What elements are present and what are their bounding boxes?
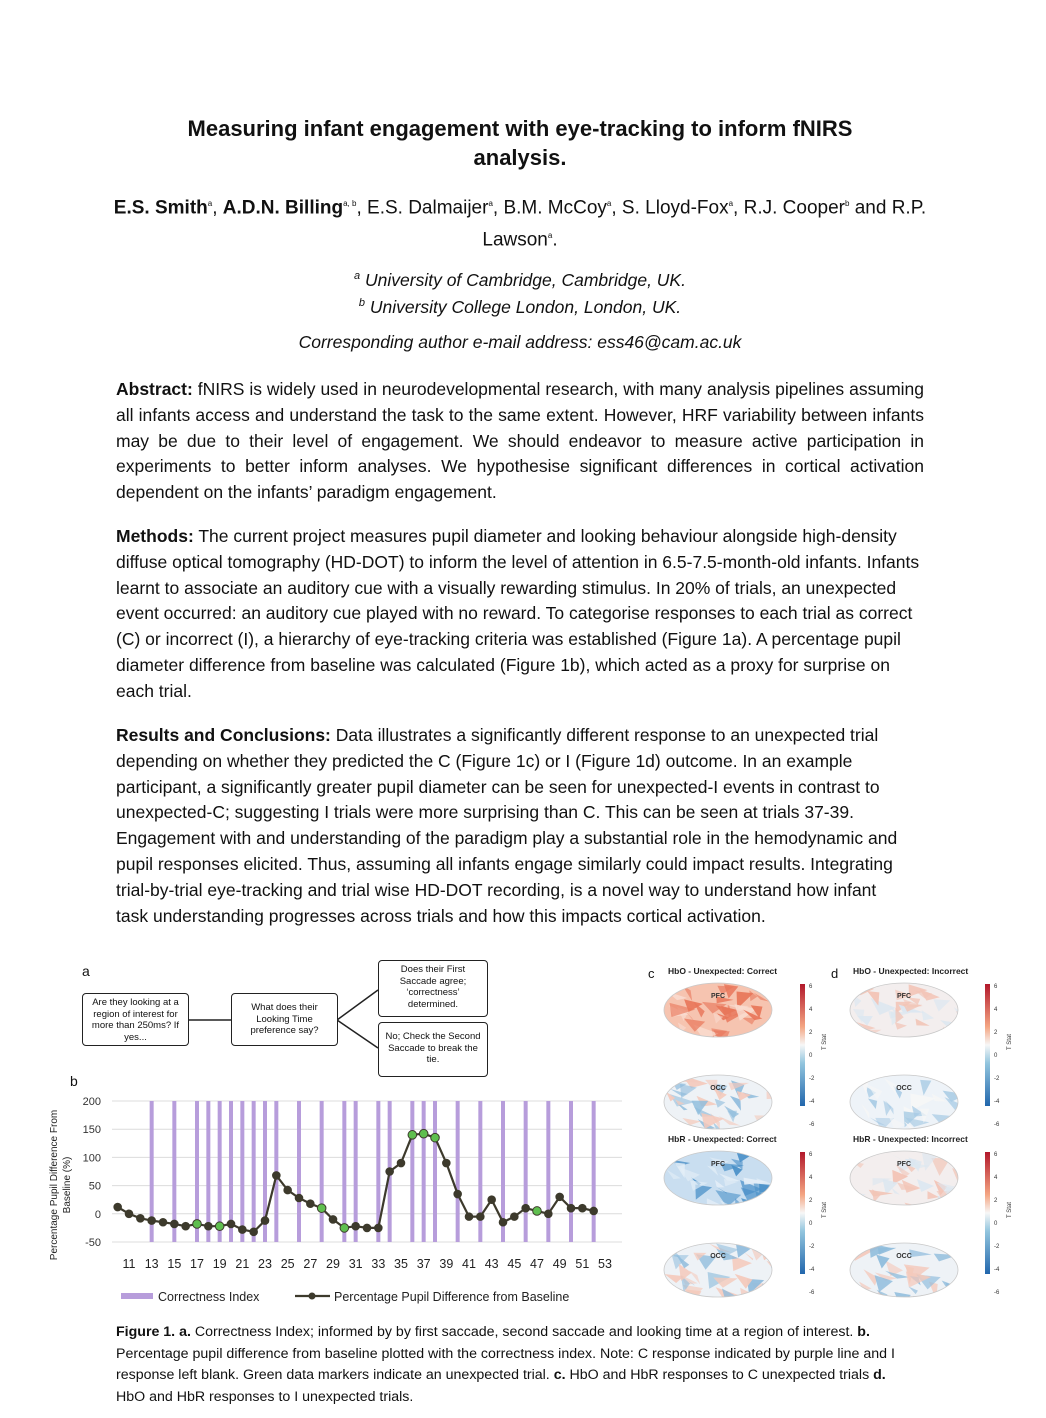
panel-a-label: a (82, 963, 90, 979)
colorbar-label: T Stat (822, 1202, 828, 1218)
title-line-1: Measuring infant engagement with eye-tracking to inform fNIRS (187, 116, 853, 141)
author-affiliation-mark: a (606, 199, 612, 208)
correctness-bar (252, 1101, 256, 1242)
brain-map (850, 983, 978, 1045)
brain-patch (945, 1194, 956, 1207)
colorbar (985, 984, 990, 1106)
brain-patch (957, 1151, 978, 1159)
brain-patch (957, 1189, 971, 1205)
brain-patch (743, 1201, 766, 1211)
colorbar-label: T Stat (822, 1034, 828, 1050)
pupil-data-point (419, 1129, 428, 1138)
brain-patch (955, 1029, 978, 1044)
x-tick-label: 19 (212, 1257, 227, 1271)
y-tick-label: 100 (82, 1152, 101, 1165)
correctness-bar (456, 1101, 460, 1242)
panel-c-label: c (648, 966, 655, 981)
pupil-data-point (114, 1203, 122, 1211)
pupil-data-point (397, 1159, 405, 1167)
colorbar-tick: -6 (809, 1122, 815, 1128)
colorbar-tick: 2 (809, 1198, 813, 1204)
methods-label: Methods: (116, 526, 194, 546)
flow-box-roi: Are they looking at a region of interest for more than 250ms? If yes... (82, 993, 189, 1046)
brain-patch (955, 991, 966, 999)
correctness-bar (546, 1101, 550, 1242)
colorbar-tick: 0 (809, 1221, 813, 1227)
x-tick-label: 43 (484, 1257, 499, 1271)
brain-patch (860, 1203, 878, 1211)
brain-region-label: PFC (897, 993, 911, 1000)
x-tick-label: 17 (190, 1257, 204, 1271)
correctness-bar (354, 1101, 358, 1242)
pupil-data-point (125, 1210, 133, 1218)
author-name: R.P. Lawson (482, 197, 927, 251)
flow-box-second-saccade: No; Check the Second Saccade to break the tie. (378, 1022, 488, 1077)
y-tick-label: 0 (94, 1208, 101, 1221)
colorbar-tick: -4 (994, 1267, 1000, 1273)
author-name: R.J. Cooper (743, 197, 845, 219)
colorbar (800, 984, 805, 1106)
brain-region-label: PFC (711, 1161, 725, 1168)
methods-text: The current project measures pupil diameter and looking behaviour alongside high-density diffuse optical tomography (HD-DOT) to inform the level of attention in 6.5-7.5-month-old infants. Infants learnt to associate an auditory cue with a visually rewarding stimulus. In 20% of trials, an unexpected event occurred: an auditory cue played with no reward. To categorise responses to each trial as correct (C) or incorrect (I), a hierarchy of eye-tracking criteria was established (Figure 1a). A percentage pupil diameter difference from baseline was calculated (Figure 1b), which acted as a proxy for surprise on each trial. (116, 526, 920, 701)
pupil-data-point (227, 1220, 235, 1228)
y-tick-label: 150 (82, 1124, 101, 1137)
y-axis-label-line-2: Baseline (%) (62, 1156, 73, 1214)
y-tick-label: -50 (85, 1237, 101, 1249)
colorbar-tick: 0 (994, 1053, 998, 1059)
x-tick-label: 41 (462, 1257, 476, 1271)
pupil-data-point (533, 1207, 542, 1216)
figure-caption: Figure 1. a. Correctness Index; informed by by first saccade, second saccade and looking time at a region of interest. b. Percentage pupil difference from baseline plotted with the correctness index. Note: C response indicated by purple line and I response left blank. Green data markers indicate an unexpected trial. c. HbO and HbR responses to C unexpected trials d. HbO and HbR responses to I unexpected trials. (116, 1324, 895, 1405)
brain-patch (920, 1295, 934, 1308)
author-affiliation-mark: a, b (343, 199, 357, 208)
brain-maps (660, 960, 1030, 1310)
brain-patch (927, 1294, 941, 1310)
colorbar-tick: -2 (809, 1244, 815, 1250)
brain-patch (861, 1295, 873, 1307)
flow-box-looking-time: What does their Looking Time preference say? (231, 993, 338, 1046)
brain-patch (756, 1245, 781, 1252)
pupil-data-point (273, 1172, 281, 1180)
colorbar-tick: 2 (994, 1030, 998, 1036)
x-tick-label: 21 (235, 1257, 250, 1271)
x-tick-label: 35 (394, 1257, 408, 1271)
colorbar-tick: 0 (994, 1221, 998, 1227)
colorbar-label: T Stat (1007, 1202, 1013, 1218)
author-affiliation-mark: b (844, 199, 850, 208)
correctness-bar (206, 1101, 210, 1242)
brain-region-label: PFC (897, 1161, 911, 1168)
x-tick-label: 39 (439, 1257, 454, 1271)
correctness-bar (297, 1101, 301, 1242)
pupil-data-point (488, 1196, 496, 1204)
brain-panel-title: HbO - Unexpected: Incorrect (853, 966, 969, 976)
y-axis-label: Percentage Pupil Difference From (49, 1109, 60, 1261)
brain-patch (950, 1078, 971, 1085)
brain-patch (946, 1077, 962, 1087)
x-tick-label: 15 (167, 1257, 182, 1271)
x-tick-label: 13 (144, 1257, 159, 1271)
x-tick-label: 51 (575, 1257, 590, 1271)
legend-label-pupil: Percentage Pupil Difference from Baseline (334, 1290, 570, 1304)
brain-patch (951, 983, 965, 1000)
pupil-data-point (137, 1215, 145, 1223)
colorbar-tick: 4 (809, 1175, 813, 1181)
brain-patch (913, 1296, 929, 1310)
corresponding-author: Corresponding author e-mail address: ess46@cam.ac.uk (298, 332, 742, 352)
legend-swatch-correctness (121, 1293, 153, 1299)
pupil-data-point (215, 1222, 224, 1231)
brain-patch (853, 1292, 870, 1300)
x-tick-label: 23 (258, 1257, 272, 1271)
affiliation-a: $^a$ University of Cambridge, Cambridge, UK. (354, 269, 686, 290)
x-tick-label: 11 (122, 1257, 136, 1271)
brain-patch (767, 1091, 787, 1099)
brain-patch (755, 1203, 772, 1220)
colorbar-tick: 4 (994, 1007, 998, 1013)
colorbar-tick: -4 (994, 1099, 1000, 1105)
brain-patch (768, 1249, 792, 1259)
pupil-data-point (499, 1218, 507, 1226)
brain-region-label: PFC (711, 993, 725, 1000)
correctness-bar (320, 1101, 324, 1242)
author-affiliation-mark: a (207, 199, 213, 208)
brain-region-label: OCC (710, 1085, 726, 1092)
correctness-bar (218, 1101, 222, 1242)
brain-panel-title: HbO - Unexpected: Correct (668, 966, 778, 976)
correctness-bar (240, 1101, 244, 1242)
correctness-bar (410, 1101, 414, 1242)
colorbar-tick: -2 (809, 1076, 815, 1082)
author-affiliation-mark: a (547, 231, 553, 241)
brain-patch (741, 1198, 761, 1215)
pupil-data-point (250, 1228, 258, 1236)
pupil-data-point (193, 1220, 202, 1229)
colorbar-label: T Stat (1007, 1034, 1013, 1050)
legend-label-correctness: Correctness Index (158, 1290, 260, 1304)
colorbar-tick: 6 (809, 984, 813, 990)
x-tick-label: 47 (530, 1257, 544, 1271)
brain-panel-title: HbR - Unexpected: Incorrect (853, 1134, 968, 1144)
pupil-data-point (261, 1217, 269, 1225)
pupil-data-point (159, 1218, 167, 1226)
brain-patch (754, 1115, 773, 1133)
pupil-data-point (477, 1213, 485, 1221)
x-tick-label: 33 (371, 1257, 386, 1271)
pupil-data-point (545, 1210, 553, 1218)
pupil-data-point (148, 1217, 156, 1225)
pupil-data-point (465, 1213, 473, 1221)
colorbar-tick: 2 (994, 1198, 998, 1204)
colorbar-tick: -6 (809, 1290, 815, 1296)
pupil-data-point (284, 1186, 292, 1194)
brain-patch (921, 1295, 933, 1307)
pupil-data-point (317, 1204, 326, 1213)
pupil-chart (0, 1085, 640, 1310)
affiliation-b: $^b$ University College London, London, UK. (358, 296, 682, 317)
x-tick-label: 45 (507, 1257, 522, 1271)
x-tick-label: 27 (303, 1257, 318, 1271)
brain-region-label: OCC (896, 1253, 912, 1260)
pupil-data-point (590, 1207, 598, 1215)
pupil-data-point (454, 1190, 462, 1198)
pupil-data-point (295, 1194, 303, 1202)
author-name: E.S. Dalmaijer (367, 197, 489, 219)
colorbar-tick: 6 (809, 1152, 813, 1158)
correctness-bar (524, 1101, 528, 1242)
author-affiliation-mark: a (488, 199, 493, 208)
brain-patch (767, 1075, 781, 1090)
author-name: S. Lloyd-Fox (621, 197, 729, 219)
panel-b-label: b (70, 1073, 78, 1089)
author-affiliation-mark: a (728, 199, 734, 208)
pupil-data-point (443, 1159, 451, 1167)
brain-panel-title: HbR - Unexpected: Correct (668, 1134, 777, 1144)
colorbar-tick: -6 (994, 1122, 1000, 1128)
pupil-data-point (182, 1222, 190, 1230)
correctness-bar (433, 1101, 437, 1242)
x-tick-label: 25 (280, 1257, 295, 1271)
colorbar-tick: -2 (994, 1244, 1000, 1250)
pupil-data-point (307, 1200, 315, 1208)
brain-map (850, 1151, 977, 1215)
pupil-data-point (375, 1224, 383, 1232)
brain-patch (713, 1030, 729, 1047)
colorbar-tick: 2 (809, 1030, 813, 1036)
pupil-data-point (511, 1213, 519, 1221)
correctness-bar (342, 1101, 346, 1242)
brain-patch (948, 1021, 960, 1033)
colorbar-tick: -4 (809, 1099, 815, 1105)
pupil-data-point (522, 1204, 530, 1212)
correctness-bar (422, 1101, 426, 1242)
pupil-data-point (205, 1222, 213, 1230)
brain-patch (862, 1293, 880, 1308)
pupil-data-point (386, 1168, 394, 1176)
brain-patch (949, 1077, 961, 1087)
brain-patch (684, 1289, 701, 1302)
brain-region-label: OCC (896, 1085, 912, 1092)
author-list: E.S. Smith$^a$, A.D.N. Billing$^{a, b}$, E.S. Dalmaijer$^a$, B.M. McCoy$^a$, S. Lloyd-Fox$^a$, R.J. Cooper$^b$ and R.P. Lawson$^a$. (113, 197, 927, 251)
colorbar-tick: 4 (809, 1007, 813, 1013)
author-name: E.S. Smith (113, 197, 208, 219)
pupil-data-point (352, 1222, 360, 1230)
colorbar-tick: 6 (994, 1152, 998, 1158)
y-tick-label: 50 (88, 1180, 101, 1193)
brain-patch (758, 1195, 780, 1204)
pupil-data-point (579, 1204, 587, 1212)
brain-patch (762, 1284, 774, 1301)
x-tick-label: 31 (348, 1257, 363, 1271)
brain-patch (723, 1036, 746, 1054)
colorbar-tick: -4 (809, 1267, 815, 1273)
colorbar-tick: 6 (994, 984, 998, 990)
author-name: A.D.N. Billing (222, 197, 344, 219)
colorbar-tick: -2 (994, 1076, 1000, 1082)
pupil-data-point (431, 1133, 440, 1142)
pupil-data-point (239, 1226, 247, 1234)
legend-swatch-pupil-marker (309, 1293, 316, 1300)
pupil-data-point (567, 1204, 575, 1212)
colorbar (800, 1152, 805, 1274)
x-tick-label: 29 (326, 1257, 340, 1271)
y-tick-label: 200 (82, 1096, 101, 1108)
brain-patch (944, 1123, 960, 1130)
results-text: Data illustrates a significantly different response to an unexpected trial depending on whether they predicted the C (Figure 1c) or I (Figure 1d) outcome. In an example participant, a significantly greater pupil diameter can be seen for unexpected-I events in contrast to unexpected-C; suggesting I trials were more surprising than C. This can be seen at trials 37-39. Engagement with and understanding of the paradigm play a substantial role in the hemodynamic and pupil responses elicited. Thus, assuming all infants engage similarly could impact results. Integrating trial-by-trial eye-tracking and trial wise HD-DOT recording, is a novel way to understand how infant task understanding progresses across trials and how this impacts cortical activation. (116, 725, 898, 926)
abstract-label: Abstract: (116, 379, 193, 399)
abstract-text: fNIRS is widely used in neurodevelopmental research, with many analysis pipelines assuming all infants access and understand the task to the same extent. However, HRF variability between infants may be due to their level of engagement. We should endeavor to measure active participation in experiments to better inform analyses. We hypothesise significant differences in cortical activation dependent on the infants’ paradigm engagement. (116, 379, 924, 503)
pupil-data-point (340, 1224, 349, 1233)
x-tick-label: 37 (416, 1257, 431, 1271)
results-label: Results and Conclusions: (116, 725, 331, 745)
correctness-bar (569, 1101, 573, 1242)
brain-patch (770, 1204, 779, 1218)
title-line-2: analysis. (473, 145, 567, 170)
colorbar-tick: 0 (809, 1053, 813, 1059)
colorbar (985, 1152, 990, 1274)
brain-patch (714, 1035, 729, 1050)
brain-patch (943, 1027, 951, 1044)
pupil-data-point (408, 1131, 417, 1140)
pupil-data-point (171, 1220, 179, 1228)
pupil-data-point (363, 1224, 371, 1232)
x-tick-label: 53 (598, 1257, 612, 1271)
brain-patch (682, 1036, 694, 1044)
brain-region-label: OCC (710, 1253, 726, 1260)
pupil-data-point (329, 1216, 337, 1224)
x-tick-label: 49 (552, 1257, 567, 1271)
colorbar-tick: -6 (994, 1290, 1000, 1296)
brain-patch (954, 1197, 966, 1208)
correctness-bar (592, 1101, 596, 1242)
panel-d-label: d (831, 966, 839, 981)
brain-patch (954, 1113, 970, 1129)
colorbar-tick: 4 (994, 1175, 998, 1181)
flow-box-first-saccade: Does their First Saccade agree; ‘correctness’ determined. (378, 960, 488, 1017)
pupil-data-point (556, 1193, 564, 1201)
author-name: B.M. McCoy (503, 197, 607, 219)
